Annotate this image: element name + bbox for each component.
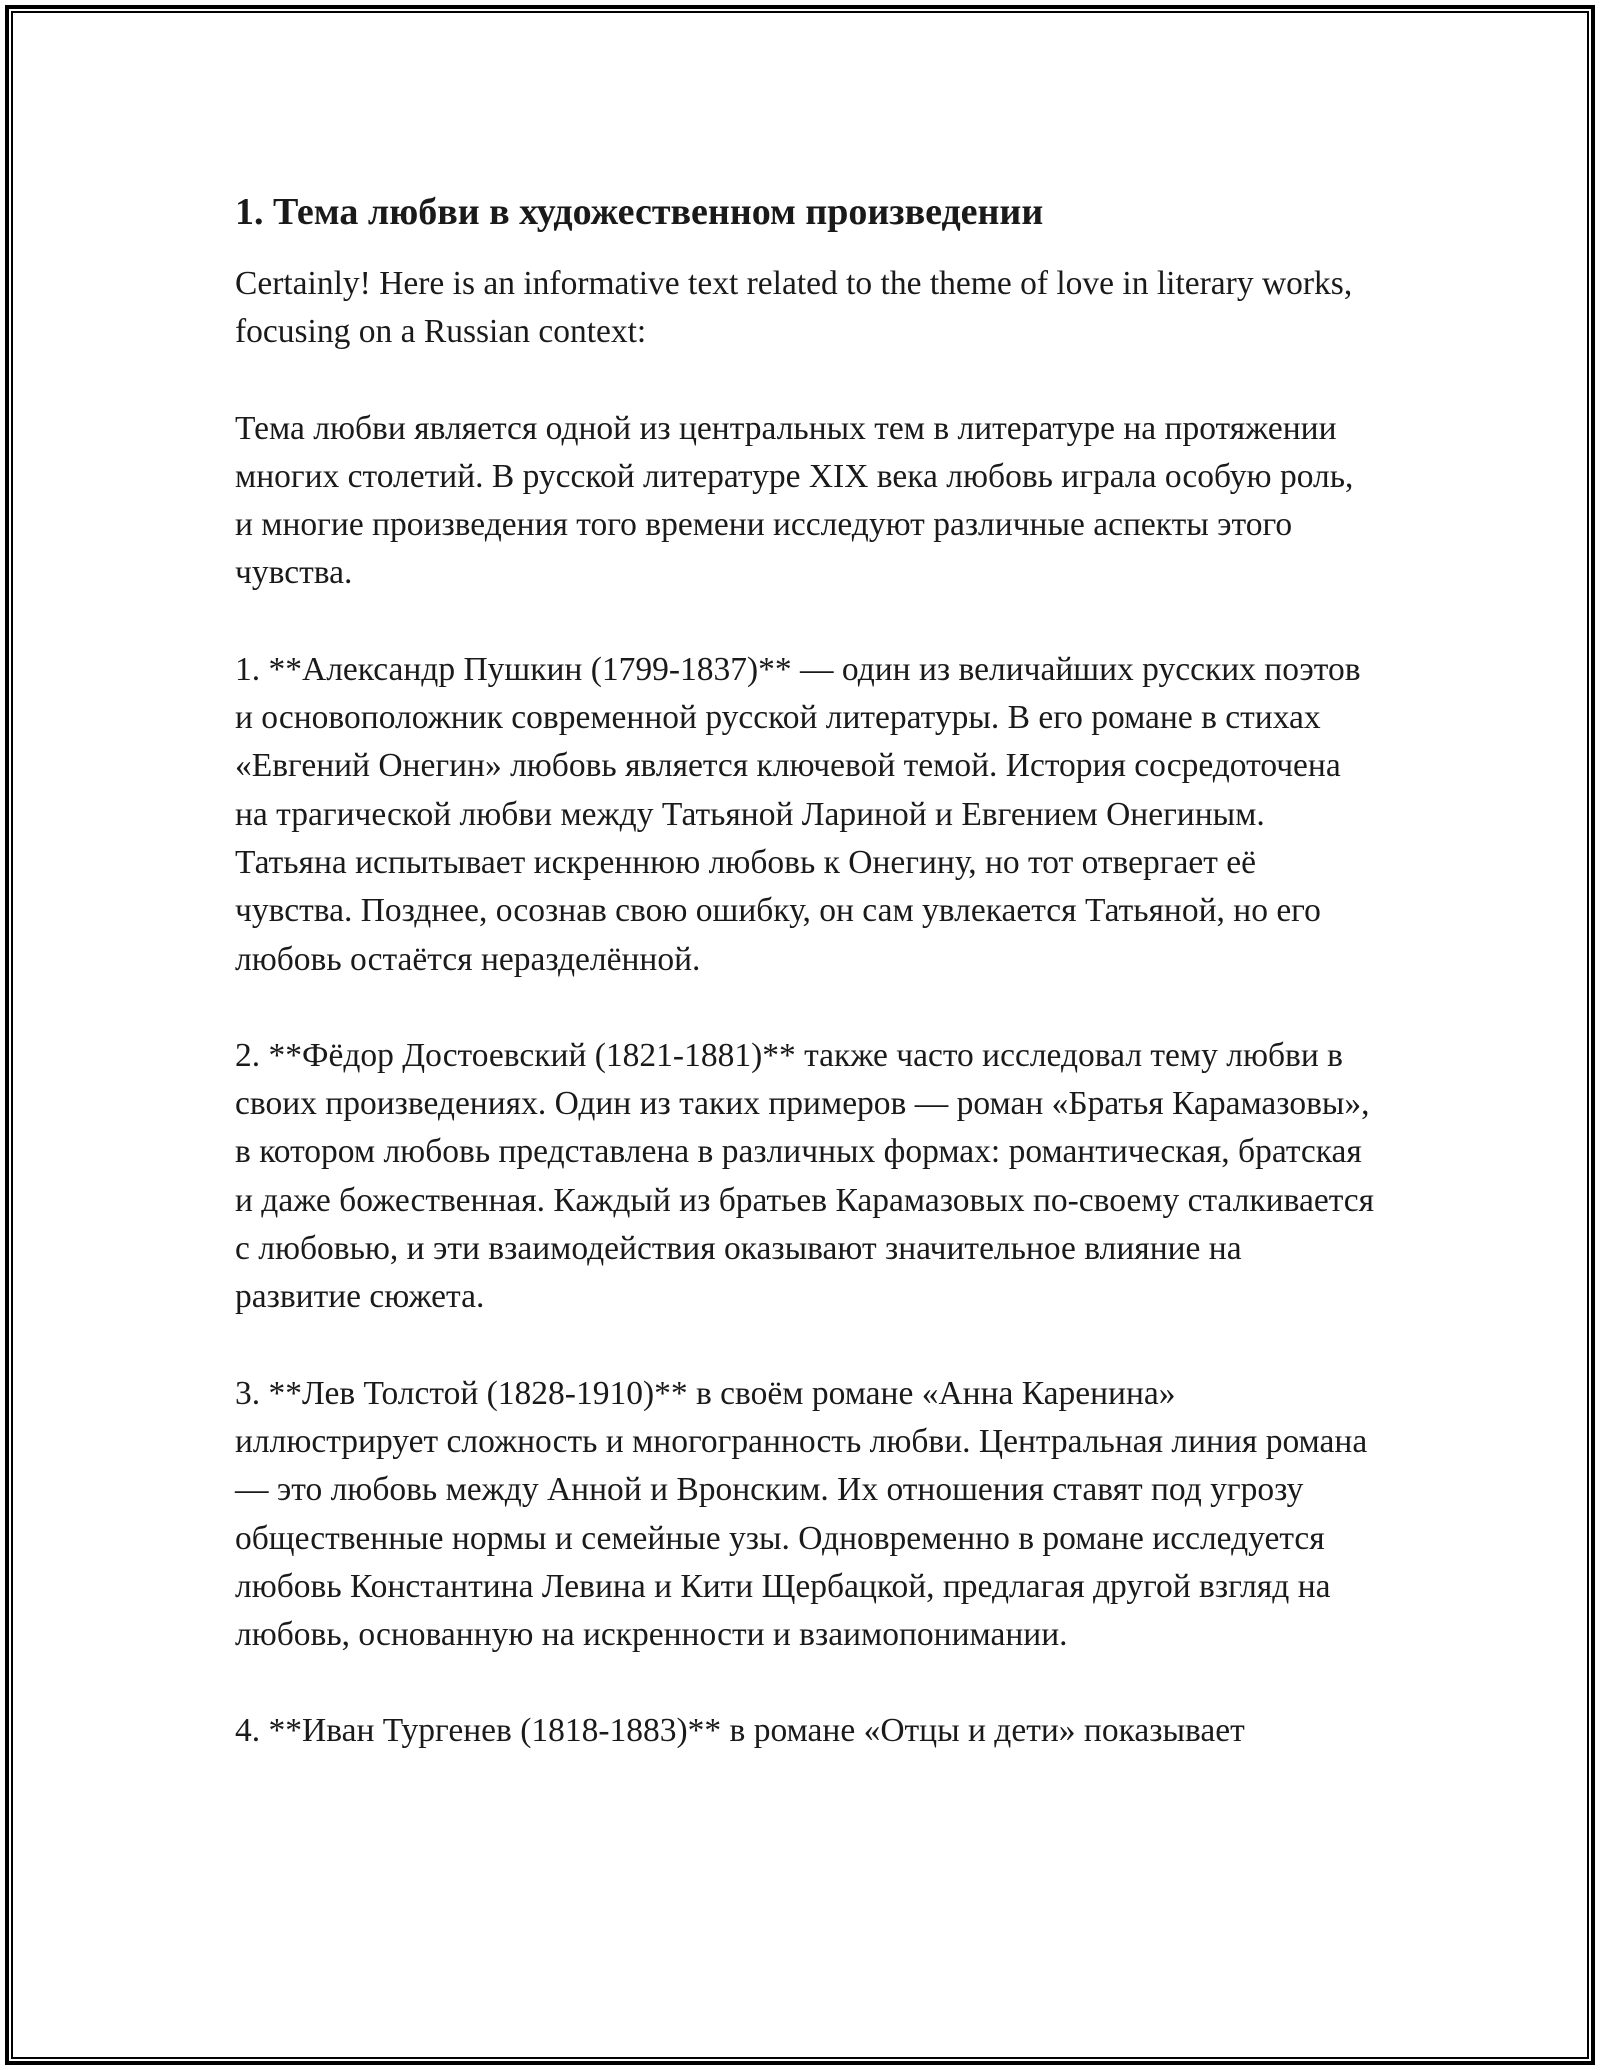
intro-paragraph: Certainly! Here is an informative text related to the theme of love in literary works, focusing on a Russian context: — [235, 265, 1353, 351]
tolstoy-paragraph: 3. **Лев Толстой (1828-1910)** в своём романе «Анна Каренина» иллюстрирует сложность и многогранность любви. Центральная линия романа — это любовь между Анной и Вронским. Их отношения ставят под угрозу общественные нормы и семейные узы. Одновременно в романе исследуется любовь Константина Левина и Кити Щербацкой, предлагая другой взгляд на любовь, основанную на искренности и взаимопонимании. — [235, 1374, 1368, 1654]
document-heading: 1. Тема любви в художественном произведении — [235, 191, 1044, 233]
document-body — [235, 186, 1375, 1804]
overview-paragraph: Тема любви является одной из центральных тем в литературе на протяжении многих столетий. В русской литературе XIX века любовь играла особую роль, и многие произведения того времени исследуют различные аспекты этого чувства. — [235, 409, 1354, 592]
pushkin-paragraph: 1. **Александр Пушкин (1799-1837)** — один из величайших русских поэтов и основоположник современной русской литературы. В его романе в стихах «Евгений Онегин» любовь является ключевой темой. История сосредоточена на трагической любви между Татьяной Лариной и Евгением Онегиным. Татьяна испытывает искреннюю любовь к Онегину, но тот отвергает её чувства. Позднее, осознав свою ошибку, он сам увлекается Татьяной, но его любовь остаётся неразделённой. — [235, 650, 1361, 978]
turgenev-paragraph: 4. **Иван Тургенев (1818-1883)** в романе «Отцы и дети» показывает — [235, 1712, 1245, 1750]
dostoevsky-paragraph: 2. **Фёдор Достоевский (1821-1881)** также часто исследовал тему любви в своих произведениях. Один из таких примеров — роман «Братья Карамазовы», в котором любовь представлена в различных формах: романтическая, братская и даже божественная. Каждый из братьев Карамазовых по-своему сталкивается с любовью, и эти взаимодействия оказывают значительное влияние на развитие сюжета. — [235, 1036, 1375, 1316]
